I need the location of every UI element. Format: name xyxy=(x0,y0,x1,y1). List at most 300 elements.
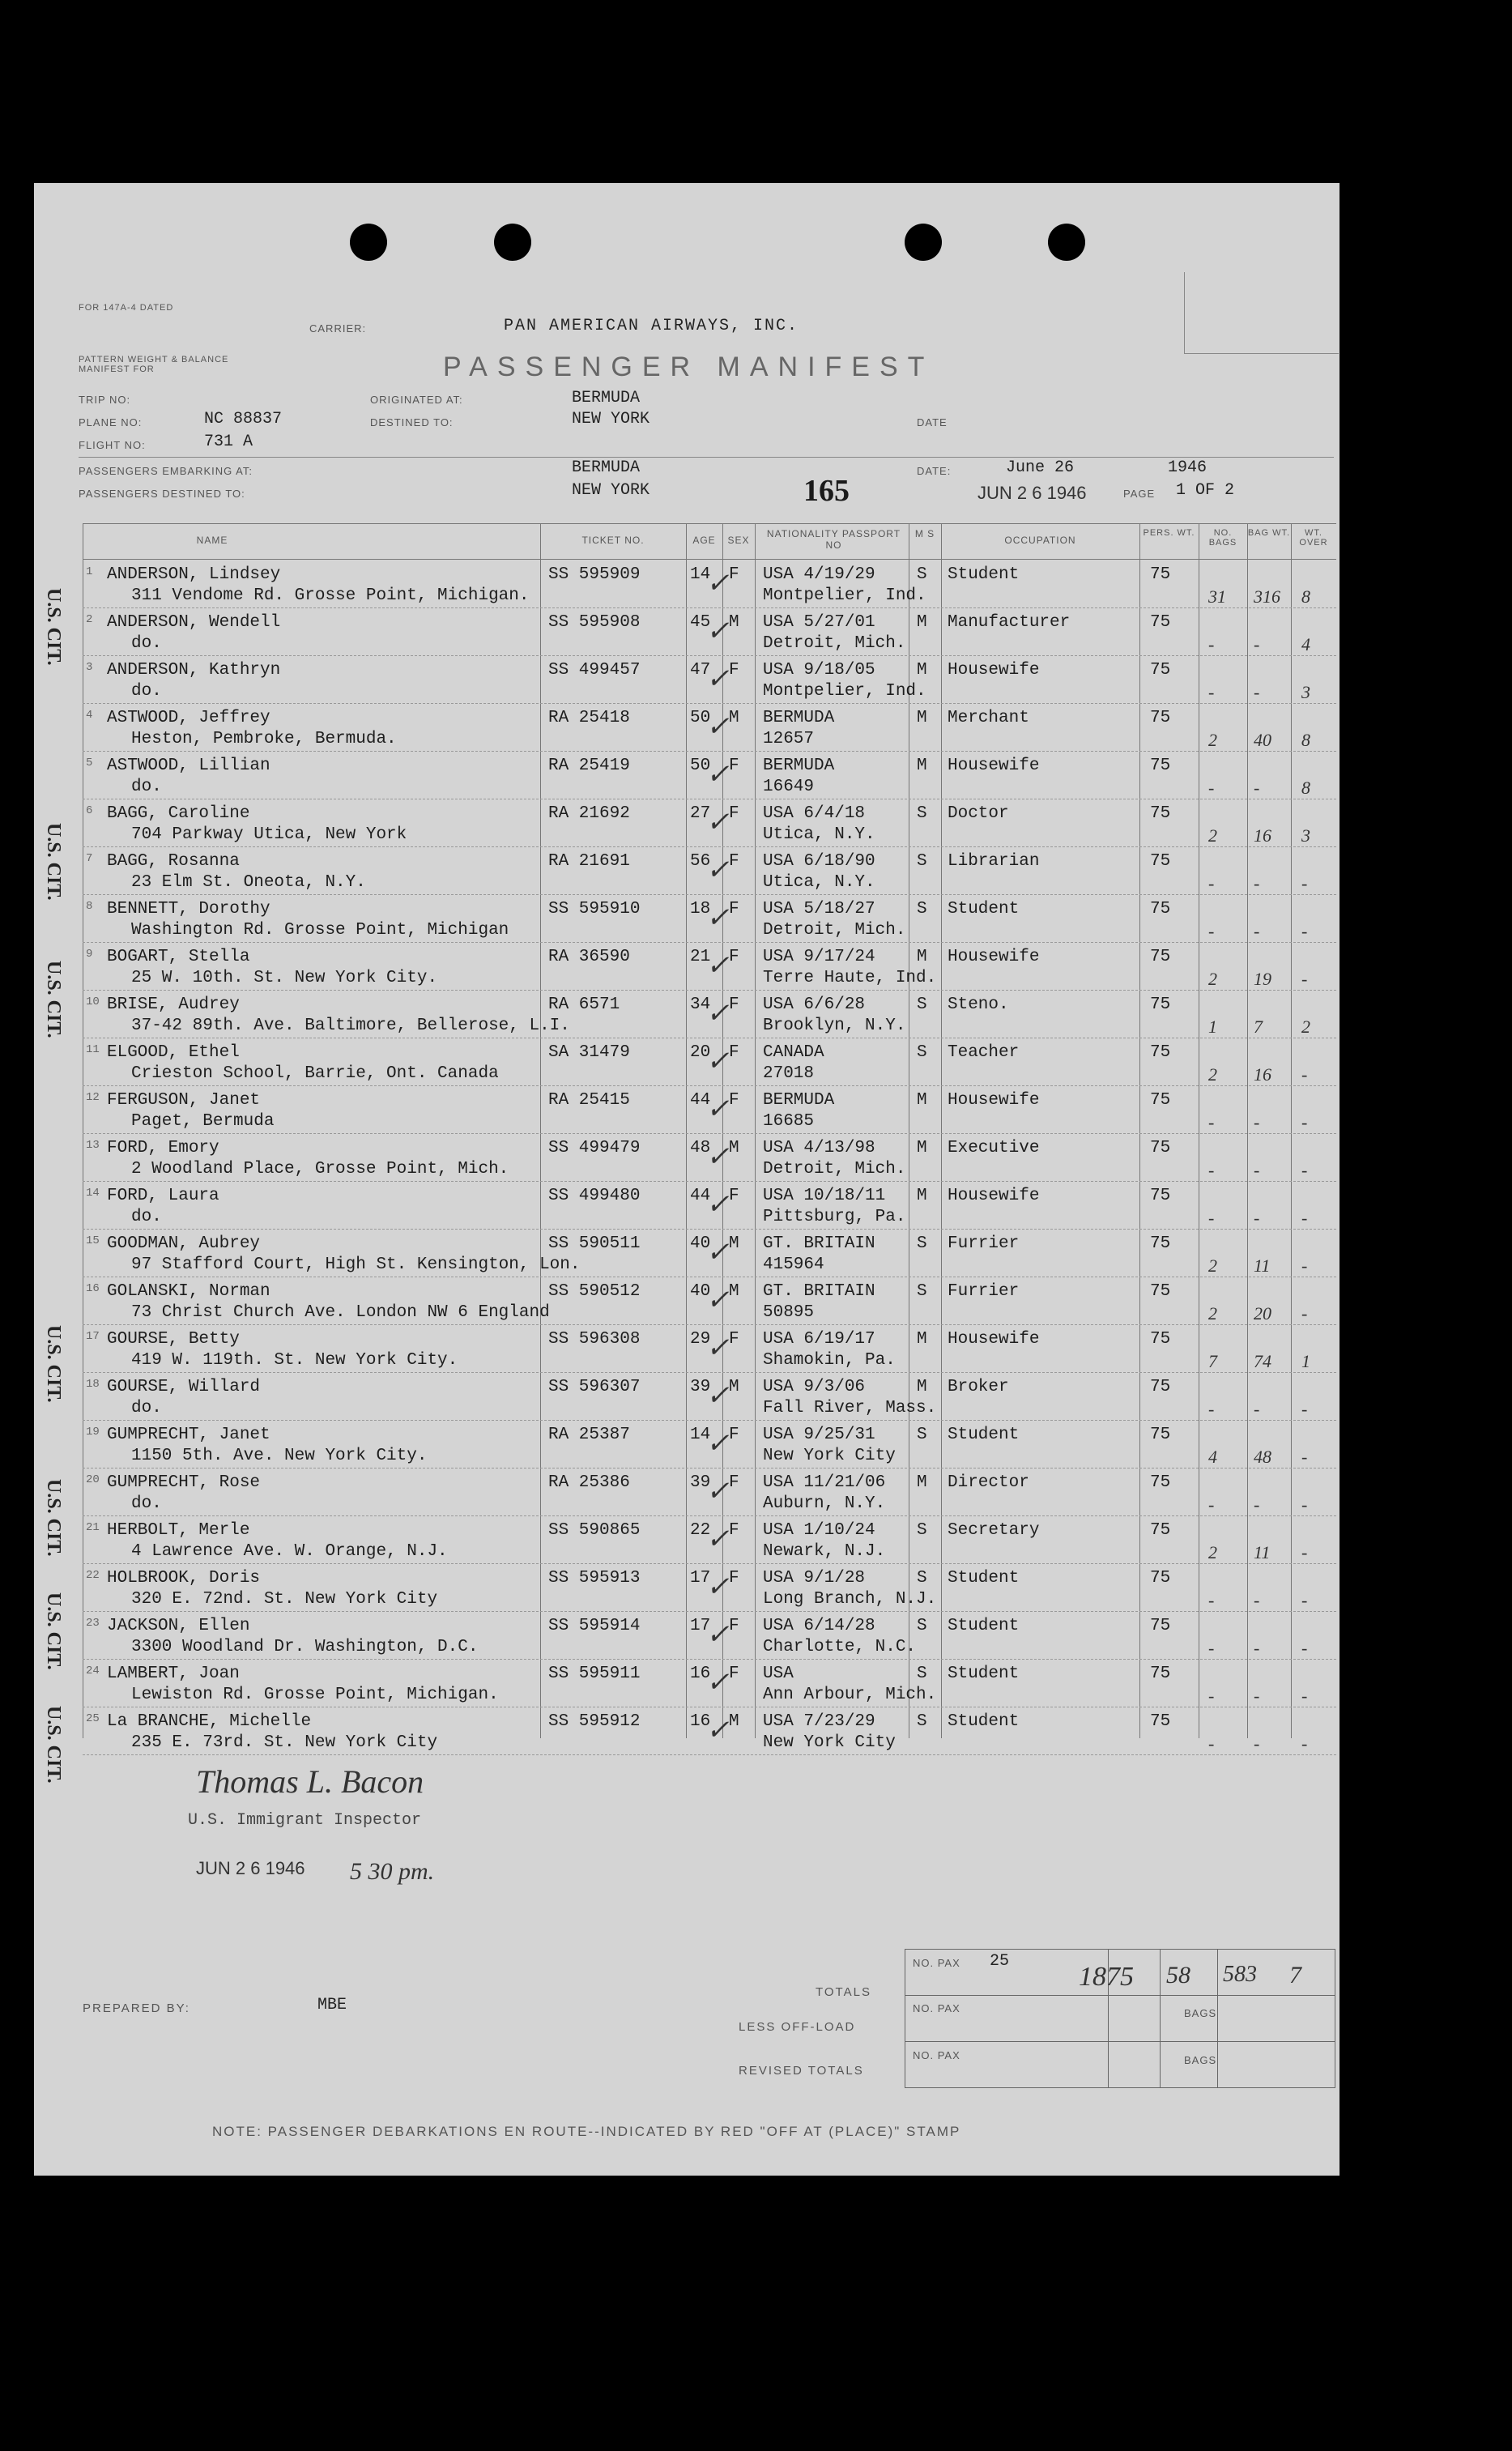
cell-ms: M xyxy=(917,661,927,680)
cell-ticket: SS 595911 xyxy=(548,1665,641,1683)
cell-nat2: 50895 xyxy=(763,1303,815,1322)
cell-nat: BERMUDA xyxy=(763,709,835,727)
nopax-label-2: NO. PAX xyxy=(913,2002,960,2014)
table-row xyxy=(83,1660,1336,1707)
cell-bags: - xyxy=(1208,1733,1215,1754)
cell-over: - xyxy=(1301,1160,1308,1180)
nopax-label: NO. PAX xyxy=(913,1957,960,1969)
cell-occ: Housewife xyxy=(948,661,1040,680)
cell-wt: 75 xyxy=(1150,1378,1171,1396)
cell-bagwt: 7 xyxy=(1254,1017,1263,1037)
cell-wt: 75 xyxy=(1150,661,1171,680)
cell-name: FORD, Emory xyxy=(107,1139,219,1157)
cell-occ: Student xyxy=(948,900,1020,919)
cell-bags: - xyxy=(1208,1638,1215,1658)
check-mark-icon: ✓ xyxy=(706,760,730,790)
cell-bagwt: 74 xyxy=(1254,1351,1271,1371)
cell-bagwt: - xyxy=(1254,1494,1260,1515)
cell-bagwt: 316 xyxy=(1254,586,1280,607)
cell-bags: - xyxy=(1208,1686,1215,1706)
cell-sex: F xyxy=(729,661,739,680)
table-row xyxy=(83,1086,1336,1134)
total-bag-weight: 583 xyxy=(1223,1962,1257,1987)
cell-nat: USA 6/19/17 xyxy=(763,1330,875,1349)
cell-ticket: RA 25419 xyxy=(548,757,630,775)
side-stamp: U.S. CIT. xyxy=(43,1325,64,1403)
cell-ticket: SS 590865 xyxy=(548,1521,641,1540)
punch-hole xyxy=(350,224,387,261)
cell-occ: Executive xyxy=(948,1139,1040,1157)
check-mark-icon: ✓ xyxy=(706,1238,730,1268)
cell-over: 8 xyxy=(1301,730,1310,750)
cell-ms: S xyxy=(917,565,927,584)
cell-wt: 75 xyxy=(1150,1139,1171,1157)
col-head-sex: SEX xyxy=(727,535,750,546)
cell-wt: 75 xyxy=(1150,1330,1171,1349)
cell-ms: S xyxy=(917,804,927,823)
cell-age: 16 xyxy=(690,1665,711,1683)
cell-ms: S xyxy=(917,995,927,1014)
cell-ticket: SS 499457 xyxy=(548,661,641,680)
cell-sex: M xyxy=(729,1282,739,1301)
cell-over: - xyxy=(1301,1064,1308,1085)
cell-name: GUMPRECHT, Janet xyxy=(107,1426,270,1444)
cell-nat: USA 4/13/98 xyxy=(763,1139,875,1157)
punch-hole xyxy=(905,224,942,261)
cell-nat2: 16649 xyxy=(763,778,815,796)
total-weight: 1875 xyxy=(1079,1962,1134,1992)
cell-sex: F xyxy=(729,1187,739,1205)
cell-name: BENNETT, Dorothy xyxy=(107,900,270,919)
cell-wt: 75 xyxy=(1150,948,1171,966)
cell-ms: M xyxy=(917,1091,927,1110)
cell-addr: Washington Rd. Grosse Point, Michigan xyxy=(131,921,509,940)
cell-bagwt: - xyxy=(1254,1590,1260,1610)
row-number: 2 xyxy=(86,613,93,626)
manifest-title: PASSENGER MANIFEST xyxy=(443,352,935,382)
cell-age: 39 xyxy=(690,1473,711,1492)
cell-sex: F xyxy=(729,1569,739,1588)
table-row xyxy=(83,1612,1336,1660)
cell-bagwt: 16 xyxy=(1254,1064,1271,1085)
table-row xyxy=(83,608,1336,656)
cell-age: 47 xyxy=(690,661,711,680)
check-mark-icon: ✓ xyxy=(706,1046,730,1076)
table-row xyxy=(83,895,1336,943)
cell-occ: Housewife xyxy=(948,948,1040,966)
cell-name: GOURSE, Willard xyxy=(107,1378,261,1396)
check-mark-icon: ✓ xyxy=(706,1381,730,1411)
row-number: 1 xyxy=(86,565,93,578)
side-stamp: U.S. CIT. xyxy=(43,1706,64,1784)
plane-value: NC 88837 xyxy=(204,410,283,428)
cell-sex: F xyxy=(729,852,739,871)
cell-nat: USA 5/27/01 xyxy=(763,613,875,632)
cell-ticket: SS 590511 xyxy=(548,1234,641,1253)
table-row xyxy=(83,1468,1336,1516)
cell-age: 44 xyxy=(690,1091,711,1110)
table-row xyxy=(83,1230,1336,1277)
row-number: 18 xyxy=(86,1378,100,1391)
cell-nat: USA 6/14/28 xyxy=(763,1617,875,1635)
cell-nat2: Montpelier, Ind. xyxy=(763,586,926,605)
cell-bags: - xyxy=(1208,921,1215,941)
cell-occ: Housewife xyxy=(948,1091,1040,1110)
row-number: 7 xyxy=(86,852,93,865)
check-mark-icon: ✓ xyxy=(706,903,730,933)
cell-bagwt: - xyxy=(1254,1160,1260,1180)
cell-ms: M xyxy=(917,709,927,727)
table-row xyxy=(83,1707,1336,1755)
table-row xyxy=(83,656,1336,704)
cell-nat2: Montpelier, Ind. xyxy=(763,682,926,701)
cell-ticket: SS 590512 xyxy=(548,1282,641,1301)
cell-occ: Housewife xyxy=(948,1330,1040,1349)
cell-addr: Heston, Pembroke, Bermuda. xyxy=(131,730,397,748)
check-mark-icon: ✓ xyxy=(706,1190,730,1220)
cell-bagwt: - xyxy=(1254,778,1260,798)
cell-nat2: Brooklyn, N.Y. xyxy=(763,1017,906,1035)
cell-wt: 75 xyxy=(1150,1234,1171,1253)
cell-nat: USA 9/3/06 xyxy=(763,1378,866,1396)
check-mark-icon: ✓ xyxy=(706,1524,730,1554)
totals-mid-box xyxy=(905,1995,1335,2042)
col-head-age: AGE xyxy=(692,535,716,546)
cell-bagwt: - xyxy=(1254,921,1260,941)
nopax-label-3: NO. PAX xyxy=(913,2049,960,2061)
bags-label-3: BAGS xyxy=(1184,2054,1217,2066)
cell-ms: S xyxy=(917,1043,927,1062)
cell-ticket: RA 21691 xyxy=(548,852,630,871)
cell-nat2: Terre Haute, Ind. xyxy=(763,969,937,987)
cell-nat: CANADA xyxy=(763,1043,824,1062)
cell-over: 2 xyxy=(1301,1017,1310,1037)
manifest-number: 165 xyxy=(803,474,850,508)
form-note: FOR 147A-4 DATED xyxy=(79,303,174,313)
cell-wt: 75 xyxy=(1150,565,1171,584)
cell-over: - xyxy=(1301,1638,1308,1658)
dest-value: NEW YORK xyxy=(572,410,650,428)
cell-name: FERGUSON, Janet xyxy=(107,1091,261,1110)
cell-ms: M xyxy=(917,1187,927,1205)
table-row xyxy=(83,1564,1336,1612)
dest2-label: PASSENGERS DESTINED TO: xyxy=(79,488,245,500)
cell-over: - xyxy=(1301,1255,1308,1276)
col-head-nationality: NATIONALITY PASSPORT NO xyxy=(766,528,901,551)
passenger-table xyxy=(83,523,1336,1754)
cell-bagwt: 11 xyxy=(1254,1542,1271,1562)
cell-name: FORD, Laura xyxy=(107,1187,219,1205)
cell-occ: Manufacturer xyxy=(948,613,1071,632)
cell-addr: 2 Woodland Place, Grosse Point, Mich. xyxy=(131,1160,509,1179)
cell-sex: M xyxy=(729,613,739,632)
cell-ticket: RA 21692 xyxy=(548,804,630,823)
cell-nat2: 27018 xyxy=(763,1064,815,1083)
cell-ms: S xyxy=(917,1665,927,1683)
cell-bagwt: - xyxy=(1254,1686,1260,1706)
date-label: DATE xyxy=(917,416,948,428)
cell-bagwt: - xyxy=(1254,1733,1260,1754)
cell-ticket: SS 595909 xyxy=(548,565,641,584)
cell-bagwt: 19 xyxy=(1254,969,1271,989)
cell-ticket: RA 25418 xyxy=(548,709,630,727)
cell-bags: 2 xyxy=(1208,1255,1217,1276)
cell-nat: GT. BRITAIN xyxy=(763,1234,875,1253)
cell-sex: F xyxy=(729,948,739,966)
cell-wt: 75 xyxy=(1150,1617,1171,1635)
punch-hole xyxy=(494,224,531,261)
cell-sex: F xyxy=(729,1330,739,1349)
cell-name: ANDERSON, Wendell xyxy=(107,613,281,632)
page-label: PAGE xyxy=(1123,488,1156,500)
cell-nat2: 12657 xyxy=(763,730,815,748)
row-number: 5 xyxy=(86,757,93,769)
cell-nat2: 415964 xyxy=(763,1255,824,1274)
cell-bagwt: 16 xyxy=(1254,825,1271,846)
col-head-wt-over: WT. OVER xyxy=(1299,528,1328,548)
check-mark-icon: ✓ xyxy=(706,1572,730,1602)
row-number: 21 xyxy=(86,1521,100,1534)
row-number: 19 xyxy=(86,1426,100,1439)
cell-age: 56 xyxy=(690,852,711,871)
cell-nat: USA 1/10/24 xyxy=(763,1521,875,1540)
check-mark-icon: ✓ xyxy=(706,1429,730,1459)
table-row xyxy=(83,1277,1336,1325)
cell-nat2: 16685 xyxy=(763,1112,815,1131)
inspector-title: U.S. Immigrant Inspector xyxy=(188,1811,422,1830)
cell-bags: - xyxy=(1208,873,1215,893)
cell-over: - xyxy=(1301,1208,1308,1228)
table-row xyxy=(83,943,1336,991)
cell-occ: Librarian xyxy=(948,852,1040,871)
cell-name: BRISE, Audrey xyxy=(107,995,240,1014)
cell-sex: M xyxy=(729,1139,739,1157)
cell-bags: - xyxy=(1208,682,1215,702)
col-head-pers-wt: PERS. WT. xyxy=(1143,528,1195,538)
cell-bags: - xyxy=(1208,778,1215,798)
cell-over: - xyxy=(1301,969,1308,989)
cell-ticket: SS 596307 xyxy=(548,1378,641,1396)
cell-nat2: Detroit, Mich. xyxy=(763,634,906,653)
cell-name: BAGG, Rosanna xyxy=(107,852,240,871)
cell-addr: Crieston School, Barrie, Ont. Canada xyxy=(131,1064,499,1083)
check-mark-icon: ✓ xyxy=(706,664,730,694)
cell-name: HOLBROOK, Doris xyxy=(107,1569,261,1588)
dest-label: DESTINED TO: xyxy=(370,416,454,428)
cell-age: 44 xyxy=(690,1187,711,1205)
cell-ticket: SA 31479 xyxy=(548,1043,630,1062)
cell-ms: S xyxy=(917,1282,927,1301)
row-number: 3 xyxy=(86,661,93,674)
table-header-rule xyxy=(83,559,1336,560)
cell-age: 34 xyxy=(690,995,711,1014)
cell-bags: - xyxy=(1208,1208,1215,1228)
dest2-value: NEW YORK xyxy=(572,481,650,500)
cell-nat2: Charlotte, N.C. xyxy=(763,1638,917,1656)
cell-ticket: SS 595908 xyxy=(548,613,641,632)
cell-ms: M xyxy=(917,1330,927,1349)
cell-over: - xyxy=(1301,1733,1308,1754)
cell-nat2: Detroit, Mich. xyxy=(763,921,906,940)
cell-age: 17 xyxy=(690,1617,711,1635)
carrier-label: CARRIER: xyxy=(309,322,367,335)
cell-sex: F xyxy=(729,757,739,775)
cell-age: 40 xyxy=(690,1234,711,1253)
cell-addr: 1150 5th. Ave. New York City. xyxy=(131,1447,428,1465)
footer-note: NOTE: PASSENGER DEBARKATIONS EN ROUTE--INDICATED BY RED "OFF AT (PLACE)" STAMP xyxy=(212,2124,961,2139)
cell-age: 17 xyxy=(690,1569,711,1588)
cell-over: 8 xyxy=(1301,586,1310,607)
cell-ms: M xyxy=(917,1378,927,1396)
col-head-ms: M S xyxy=(914,528,935,539)
date-stamp: JUN 2 6 1946 xyxy=(977,483,1087,503)
cell-wt: 75 xyxy=(1150,1091,1171,1110)
cell-nat: USA 6/18/90 xyxy=(763,852,875,871)
col-head-name: NAME xyxy=(196,535,228,546)
side-stamp: U.S. CIT. xyxy=(43,961,64,1038)
bags-label-2: BAGS xyxy=(1184,2007,1217,2019)
cell-ticket: SS 596308 xyxy=(548,1330,641,1349)
cell-over: 1 xyxy=(1301,1351,1310,1371)
cell-occ: Teacher xyxy=(948,1043,1020,1062)
row-number: 22 xyxy=(86,1569,100,1582)
cell-age: 22 xyxy=(690,1521,711,1540)
cell-sex: F xyxy=(729,1665,739,1683)
cell-name: BOGART, Stella xyxy=(107,948,250,966)
cell-occ: Steno. xyxy=(948,995,1009,1014)
cell-ms: S xyxy=(917,1617,927,1635)
cell-bags: 2 xyxy=(1208,1303,1217,1324)
cell-ticket: RA 25387 xyxy=(548,1426,630,1444)
cell-addr: do. xyxy=(131,682,162,701)
cell-sex: F xyxy=(729,1043,739,1062)
cell-addr: 23 Elm St. Oneota, N.Y. xyxy=(131,873,366,892)
check-mark-icon: ✓ xyxy=(706,1716,730,1746)
cell-name: ELGOOD, Ethel xyxy=(107,1043,240,1062)
cell-age: 18 xyxy=(690,900,711,919)
cell-bagwt: 11 xyxy=(1254,1255,1271,1276)
cell-ticket: RA 36590 xyxy=(548,948,630,966)
cell-sex: F xyxy=(729,1617,739,1635)
cell-age: 27 xyxy=(690,804,711,823)
cell-bags: 7 xyxy=(1208,1351,1217,1371)
cell-nat: USA 6/6/28 xyxy=(763,995,866,1014)
cell-ticket: SS 499479 xyxy=(548,1139,641,1157)
cell-age: 16 xyxy=(690,1712,711,1731)
cell-bags: 1 xyxy=(1208,1017,1217,1037)
cell-name: GOODMAN, Aubrey xyxy=(107,1234,261,1253)
table-row xyxy=(83,1373,1336,1421)
side-stamp: U.S. CIT. xyxy=(43,588,64,666)
cell-name: ANDERSON, Lindsey xyxy=(107,565,281,584)
orig-value: BERMUDA xyxy=(572,389,641,407)
year-value: 1946 xyxy=(1168,458,1207,477)
row-number: 12 xyxy=(86,1091,100,1104)
cell-sex: F xyxy=(729,1521,739,1540)
cell-wt: 75 xyxy=(1150,613,1171,632)
less-offload-label: LESS OFF-LOAD xyxy=(739,2020,856,2034)
page-value: 1 OF 2 xyxy=(1176,481,1235,500)
prepared-value: MBE xyxy=(317,1996,347,2014)
cell-wt: 75 xyxy=(1150,852,1171,871)
cell-nat: USA 11/21/06 xyxy=(763,1473,886,1492)
check-mark-icon: ✓ xyxy=(706,1333,730,1363)
cell-over: - xyxy=(1301,1494,1308,1515)
cell-nat2: Long Branch, N.J. xyxy=(763,1590,937,1609)
total-overweight: 7 xyxy=(1289,1962,1301,1989)
cell-ticket: SS 595914 xyxy=(548,1617,641,1635)
cell-wt: 75 xyxy=(1150,1282,1171,1301)
check-mark-icon: ✓ xyxy=(706,1668,730,1698)
inspector-time: 5 30 pm. xyxy=(350,1858,435,1885)
cell-nat2: Pittsburg, Pa. xyxy=(763,1208,906,1226)
cell-occ: Furrier xyxy=(948,1234,1020,1253)
cell-wt: 75 xyxy=(1150,1043,1171,1062)
cell-addr: do. xyxy=(131,1399,162,1417)
cell-name: ASTWOOD, Jeffrey xyxy=(107,709,270,727)
table-row xyxy=(83,1134,1336,1182)
cell-wt: 75 xyxy=(1150,1187,1171,1205)
row-number: 20 xyxy=(86,1473,100,1486)
carrier-name: PAN AMERICAN AIRWAYS, INC. xyxy=(504,317,799,335)
cell-bagwt: - xyxy=(1254,1112,1260,1132)
cell-nat2: Utica, N.Y. xyxy=(763,873,875,892)
table-row xyxy=(83,752,1336,799)
cell-bagwt: - xyxy=(1254,682,1260,702)
cell-ms: S xyxy=(917,1569,927,1588)
cell-ms: M xyxy=(917,1473,927,1492)
cell-name: HERBOLT, Merle xyxy=(107,1521,250,1540)
cell-ticket: SS 595910 xyxy=(548,900,641,919)
cell-addr: 419 W. 119th. St. New York City. xyxy=(131,1351,458,1370)
table-top-rule xyxy=(83,523,1336,524)
nopax-value: 25 xyxy=(990,1952,1010,1971)
check-mark-icon: ✓ xyxy=(706,1142,730,1172)
cell-over: - xyxy=(1301,1447,1308,1467)
cell-occ: Doctor xyxy=(948,804,1009,823)
cell-wt: 75 xyxy=(1150,1665,1171,1683)
row-number: 13 xyxy=(86,1139,100,1152)
cell-age: 20 xyxy=(690,1043,711,1062)
cell-wt: 75 xyxy=(1150,1712,1171,1731)
cell-wt: 75 xyxy=(1150,995,1171,1014)
check-mark-icon: ✓ xyxy=(706,616,730,646)
cell-sex: F xyxy=(729,1426,739,1444)
cell-name: ANDERSON, Kathryn xyxy=(107,661,281,680)
col-head-no-bags: NO. BAGS xyxy=(1208,528,1237,548)
table-row xyxy=(83,847,1336,895)
cell-nat: USA 7/23/29 xyxy=(763,1712,875,1731)
cell-nat2: Fall River, Mass. xyxy=(763,1399,937,1417)
cell-wt: 75 xyxy=(1150,757,1171,775)
cell-over: 3 xyxy=(1301,825,1310,846)
table-row xyxy=(83,1182,1336,1230)
cell-wt: 75 xyxy=(1150,804,1171,823)
table-row xyxy=(83,799,1336,847)
cell-over: - xyxy=(1301,873,1308,893)
cell-bagwt: - xyxy=(1254,873,1260,893)
cell-addr: 25 W. 10th. St. New York City. xyxy=(131,969,438,987)
cell-nat2: Shamokin, Pa. xyxy=(763,1351,896,1370)
cell-ms: S xyxy=(917,900,927,919)
cell-wt: 75 xyxy=(1150,1473,1171,1492)
cell-wt: 75 xyxy=(1150,1426,1171,1444)
cell-nat: USA 9/1/28 xyxy=(763,1569,866,1588)
cell-occ: Student xyxy=(948,1569,1020,1588)
cell-sex: F xyxy=(729,900,739,919)
cell-occ: Student xyxy=(948,1665,1020,1683)
cell-nat2: Newark, N.J. xyxy=(763,1542,886,1561)
